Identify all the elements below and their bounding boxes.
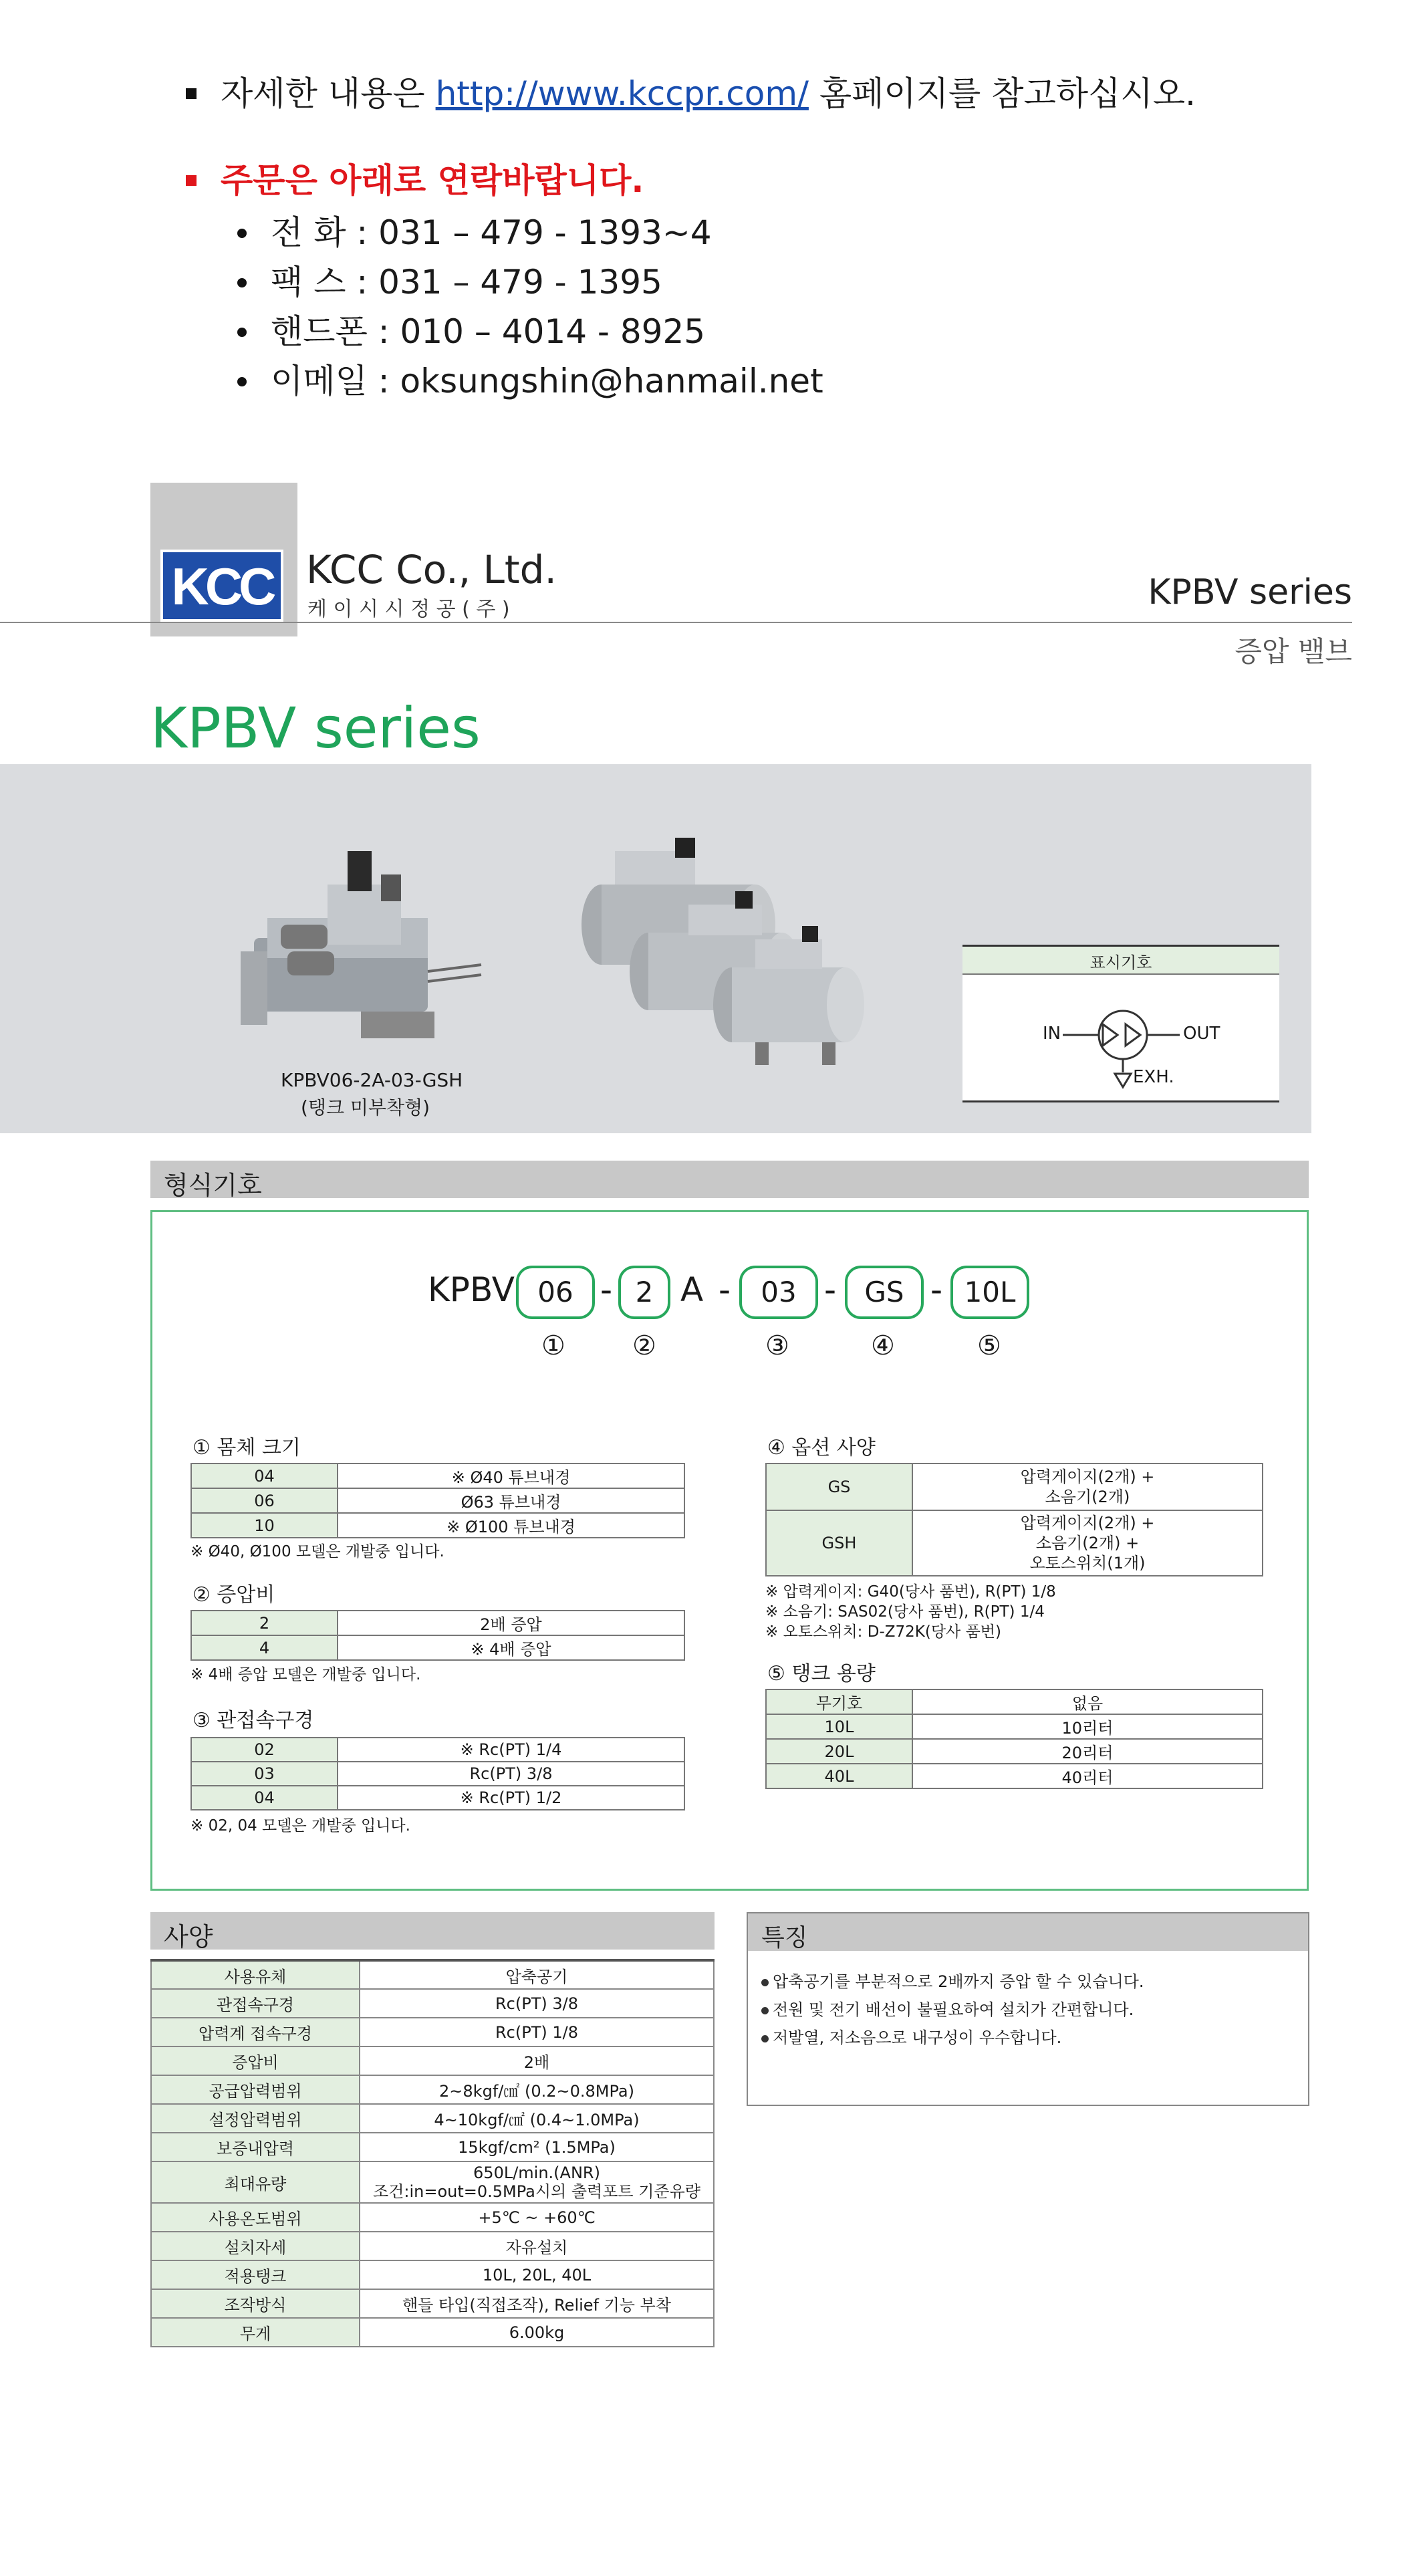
part-number-4: ④ bbox=[871, 1330, 895, 1361]
code-part-port: 03 bbox=[739, 1266, 818, 1319]
symbol-in-label: IN bbox=[1043, 1024, 1061, 1044]
symbol-out-label: OUT bbox=[1183, 1024, 1220, 1044]
symbol-box bbox=[962, 945, 1279, 1102]
series-subtitle: 증압 밸브 bbox=[1235, 635, 1352, 668]
port-table: 02 ※ Rc(PT) 1/4 03 Rc(PT) 3/8 04 ※ Rc(PT) 1/2 bbox=[190, 1737, 685, 1810]
part-number-2: ② bbox=[632, 1330, 656, 1361]
code-dash: - bbox=[930, 1270, 943, 1309]
header-divider bbox=[0, 622, 1352, 623]
contact-mobile: 핸드폰 : 010 – 4014 - 8925 bbox=[271, 312, 706, 351]
bullet-dot-icon bbox=[237, 229, 247, 238]
code-dash: - bbox=[824, 1270, 837, 1309]
code-dash: - bbox=[600, 1270, 613, 1309]
homepage-link[interactable]: http://www.kccpr.com/ bbox=[435, 74, 809, 113]
part-number-3: ③ bbox=[765, 1330, 789, 1361]
code-part-tank: 10L bbox=[950, 1266, 1029, 1319]
option-table: GS 압력게이지(2개) + 소음기(2개) GSH 압력게이지(2개) + 소음기(2개) + 오토스위치(1개) bbox=[765, 1463, 1263, 1576]
ratio-table: 2 2배 증압 4 ※ 4배 증압 bbox=[190, 1610, 685, 1661]
page-title: KPBV series bbox=[150, 695, 481, 761]
tank-assembly-image bbox=[575, 824, 869, 1078]
email-link[interactable]: : oksungshin@hanmail.net bbox=[367, 362, 823, 400]
option-note-2: ※ 소음기: SAS02(당사 품번), R(PT) 1/4 bbox=[765, 1603, 1045, 1621]
tank-table: 무기호 없음 10L 10리터 20L 20리터 40L 40리터 bbox=[765, 1689, 1263, 1789]
section-bar-spec: 사양 bbox=[150, 1912, 715, 1950]
tank-title: ⑤ 탱크 용량 bbox=[767, 1662, 876, 1685]
part-number-5: ⑤ bbox=[977, 1330, 1001, 1361]
series-label: KPBV series bbox=[1148, 572, 1352, 612]
body-size-title: ① 몸체 크기 bbox=[192, 1436, 301, 1459]
contact-email: 이메일 : oksungshin@hanmail.net bbox=[271, 362, 823, 400]
code-dash: - bbox=[719, 1270, 731, 1309]
body-size-table: 04 ※ Ø40 튜브내경 06 Ø63 튜브내경 10 ※ Ø100 튜브내경 bbox=[190, 1463, 685, 1538]
section-bar-model-code: 형식기호 bbox=[150, 1161, 1309, 1198]
bullet-square-icon bbox=[186, 88, 197, 99]
company-name-en: KCC Co., Ltd. bbox=[306, 547, 557, 592]
company-name-kr: 케 이 시 시 정 공 ( 주 ) bbox=[307, 598, 510, 621]
kcc-logo: KCC bbox=[160, 550, 283, 622]
symbol-title: 표시기호 bbox=[1089, 953, 1152, 972]
bullet-dot-icon bbox=[237, 328, 247, 337]
homepage-line: 자세한 내용은 http://www.kccpr.com/ 홈페이지를 참고하십시오. bbox=[221, 74, 1196, 113]
feature-item: 저발열, 저소음으로 내구성이 우수합니다. bbox=[761, 2024, 1061, 2048]
features-header: 특징 bbox=[748, 1913, 1308, 1951]
product-note-label: (탱크 미부착형) bbox=[301, 1096, 430, 1119]
order-title: 주문은 아래로 연락바랍니다. bbox=[221, 161, 644, 200]
contact-fax: 팩 스 : 031 – 479 - 1395 bbox=[271, 263, 662, 302]
code-part-ratio: 2 bbox=[618, 1266, 670, 1319]
bullet-square-icon bbox=[186, 175, 197, 186]
ratio-title: ② 증압비 bbox=[192, 1583, 275, 1607]
valve-product-image bbox=[227, 838, 495, 1058]
ratio-note: ※ 4배 증압 모델은 개발중 입니다. bbox=[190, 1666, 421, 1683]
feature-item: 전원 및 전기 배선이 불필요하여 설치가 간편합니다. bbox=[761, 1996, 1134, 2020]
code-letter-a: A bbox=[680, 1270, 704, 1309]
features-box bbox=[747, 1912, 1309, 2106]
option-note-1: ※ 압력게이지: G40(당사 품번), R(PT) 1/8 bbox=[765, 1583, 1056, 1601]
bullet-dot-icon bbox=[237, 278, 247, 287]
model-prefix: KPBV bbox=[428, 1270, 515, 1309]
spec-table: 사용유체 압축공기 관접속구경 Rc(PT) 3/8 압력계 접속구경 Rc(PT) 1/8 증압비 2배 공급압력범위 2~8kgf/㎠ (0.2~0.8MPa) 설정압력범위 4~10kgf/㎠ (0.4~1.0MPa) 보증내압력 15kgf/cm² (1.5MPa) 최대유량 650L/min.(ANR) 조건:in=out=0.5MPa시의 출력포트 기준유량 사용온도범위 +5℃ ~ +60℃ 설치자세 자유설치 적용탱크 10L, 20L, 40L 조작방식 핸들 타입(직접조작), Relief 기능 부착 무게 6.00kg bbox=[150, 1959, 715, 2347]
port-note: ※ 02, 04 모델은 개발중 입니다. bbox=[190, 1817, 410, 1835]
product-model-label: KPBV06-2A-03-GSH bbox=[281, 1069, 463, 1091]
bullet-dot-icon bbox=[237, 377, 247, 386]
code-part-body-size: 06 bbox=[516, 1266, 595, 1319]
part-number-1: ① bbox=[541, 1330, 565, 1361]
body-size-note: ※ Ø40, Ø100 모델은 개발중 입니다. bbox=[190, 1543, 444, 1560]
symbol-exh-label: EXH. bbox=[1133, 1067, 1174, 1087]
feature-item: 압축공기를 부분적으로 2배까지 증압 할 수 있습니다. bbox=[761, 1968, 1144, 1992]
option-title: ④ 옵션 사양 bbox=[767, 1436, 876, 1459]
contact-phone: 전 화 : 031 – 479 - 1393~4 bbox=[271, 213, 712, 252]
product-banner bbox=[0, 764, 1311, 1133]
code-part-option: GS bbox=[845, 1266, 924, 1319]
port-title: ③ 관접속구경 bbox=[192, 1709, 314, 1732]
option-note-3: ※ 오토스위치: D-Z72K(당사 품번) bbox=[765, 1623, 1001, 1641]
